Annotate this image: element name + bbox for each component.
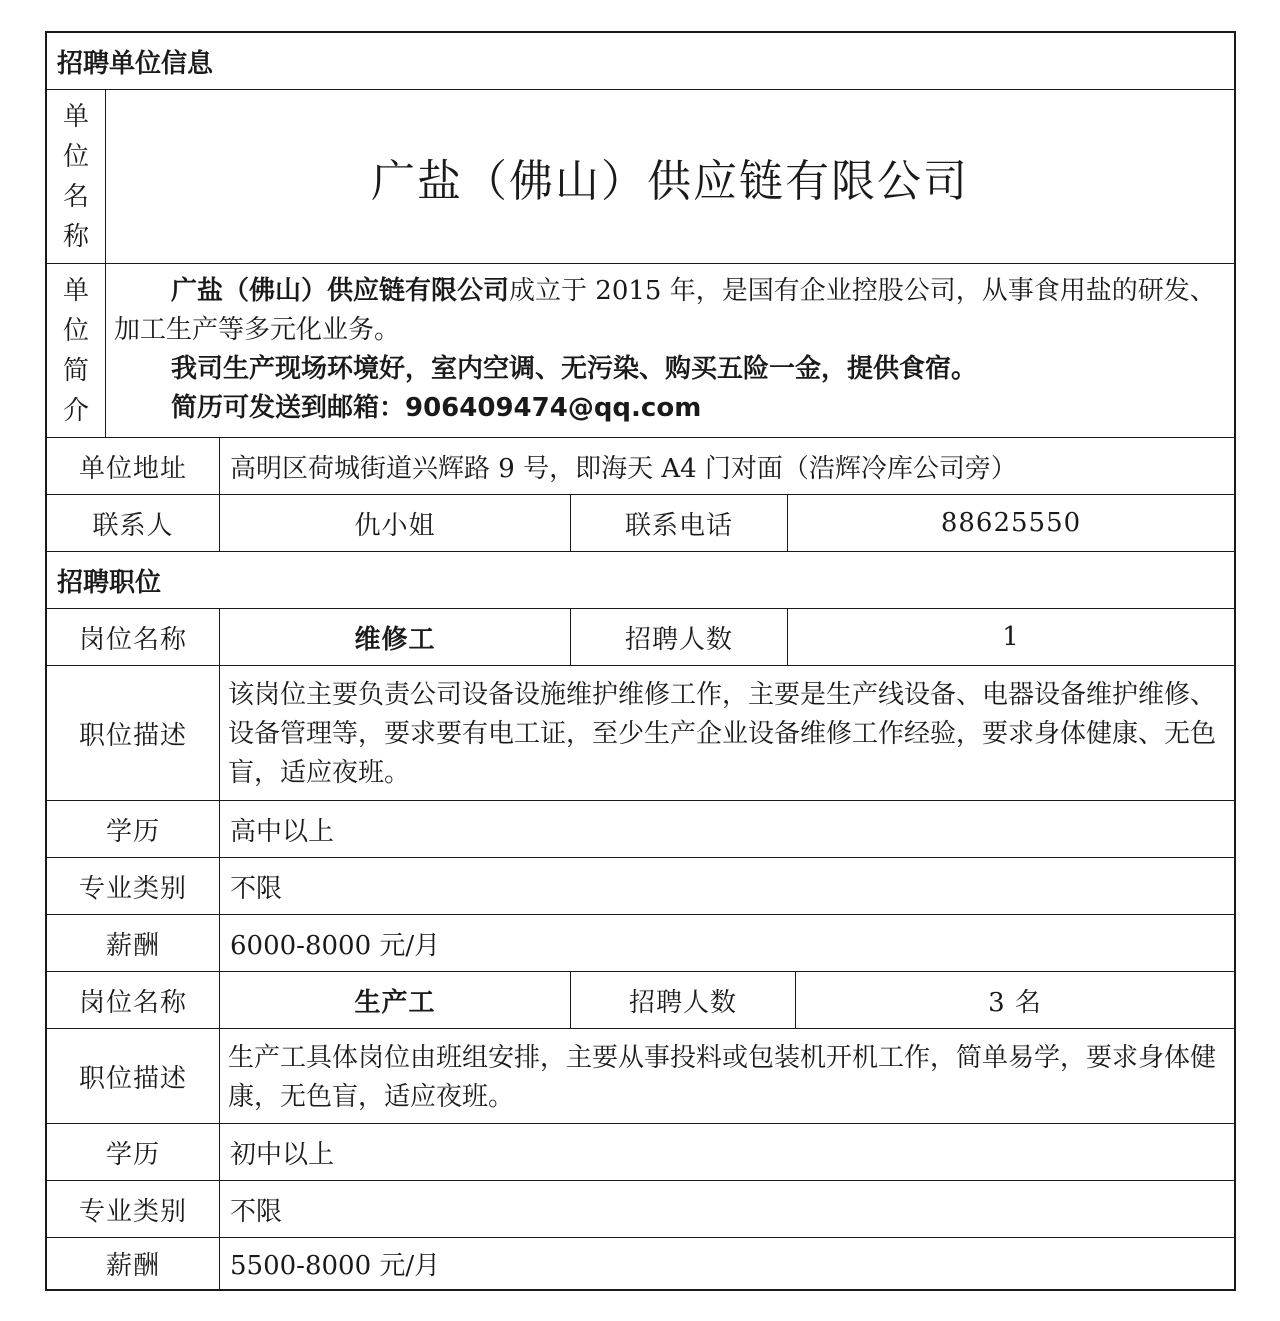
position-desc-row	[47, 666, 1234, 801]
position-salary: 6000-8000 元/月	[219, 915, 1234, 971]
intro-company-name: 广盐（佛山）供应链有限公司	[171, 276, 510, 306]
section-header-company	[47, 33, 1234, 90]
position-count: 1	[787, 609, 1234, 665]
company-name-label	[47, 90, 105, 263]
position-count: 3 名	[795, 972, 1234, 1028]
position-major-label: 专业类别	[78, 873, 187, 904]
position-salary-row	[47, 1238, 1234, 1289]
section-header-positions	[47, 552, 1234, 609]
company-name: 广盐（佛山）供应链有限公司	[105, 90, 1234, 263]
position-desc-row	[47, 1029, 1234, 1124]
label-char: 名	[62, 181, 89, 212]
label-char: 简	[62, 355, 89, 386]
position-title-label: 岗位名称	[78, 624, 187, 655]
company-name-row	[47, 90, 1234, 264]
section-title-positions: 招聘职位	[57, 567, 162, 598]
phone-value: 88625550	[787, 495, 1234, 551]
company-intro	[105, 264, 1234, 437]
position-major: 不限	[219, 858, 1234, 914]
label-char: 位	[62, 141, 89, 172]
position-edu: 初中以上	[219, 1124, 1234, 1180]
position-major-label: 专业类别	[78, 1196, 187, 1227]
position-title: 维修工	[219, 609, 570, 665]
position-major-row	[47, 858, 1234, 915]
intro-email: 简历可发送到邮箱：906409474@qq.com	[171, 393, 702, 423]
contact-value: 仇小姐	[219, 495, 570, 551]
address-value: 高明区荷城街道兴辉路 9 号，即海天 A4 门对面（浩辉冷库公司旁）	[219, 438, 1234, 494]
label-char: 单	[62, 275, 89, 306]
position-edu-row	[47, 1124, 1234, 1181]
intro-benefits: 我司生产现场环境好，室内空调、无污染、购买五险一金，提供食宿。	[171, 354, 978, 384]
position-desc-label: 职位描述	[78, 1063, 187, 1094]
position-major: 不限	[219, 1181, 1234, 1237]
company-intro-row	[47, 264, 1234, 438]
position-salary-label: 薪酬	[105, 1251, 160, 1281]
position-desc: 生产工具体岗位由班组安排，主要从事投料或包装机开机工作，简单易学，要求身体健康，无色盲，适应夜班。	[219, 1029, 1234, 1123]
address-label: 单位地址	[78, 453, 187, 484]
position-title-row	[47, 972, 1234, 1029]
contact-row	[47, 495, 1234, 552]
position-title-row	[47, 609, 1234, 666]
recruitment-table	[45, 31, 1236, 1291]
position-salary-label: 薪酬	[105, 930, 160, 961]
intro-text: 成立于 2015 年，是国有企业控股公司，从事食用盐的研发、加工生产等多元化业务。	[114, 276, 1216, 345]
position-count-label: 招聘人数	[570, 972, 795, 1028]
position-desc-label: 职位描述	[78, 720, 187, 751]
position-title: 生产工	[219, 972, 570, 1028]
label-char: 单	[62, 101, 89, 132]
position-major-row	[47, 1181, 1234, 1238]
label-char: 称	[62, 221, 89, 252]
position-count-label: 招聘人数	[570, 609, 787, 665]
company-intro-label	[47, 264, 105, 437]
position-edu-label: 学历	[105, 816, 160, 847]
address-row	[47, 438, 1234, 495]
section-title-company: 招聘单位信息	[57, 48, 214, 79]
label-char: 介	[62, 395, 89, 426]
intro-paragraph	[114, 272, 1226, 350]
position-title-label: 岗位名称	[78, 987, 187, 1018]
contact-label: 联系人	[92, 510, 174, 541]
position-salary-row	[47, 915, 1234, 972]
label-char: 位	[62, 315, 89, 346]
position-desc: 该岗位主要负责公司设备设施维护维修工作，主要是生产线设备、电器设备维护维修、设备管理等，要求要有电工证，至少生产企业设备维修工作经验，要求身体健康、无色盲，适应夜班。	[219, 666, 1234, 800]
position-edu: 高中以上	[219, 801, 1234, 857]
position-salary: 5500-8000 元/月	[219, 1238, 1234, 1289]
phone-label: 联系电话	[570, 495, 787, 551]
position-edu-row	[47, 801, 1234, 858]
position-edu-label: 学历	[105, 1139, 160, 1170]
